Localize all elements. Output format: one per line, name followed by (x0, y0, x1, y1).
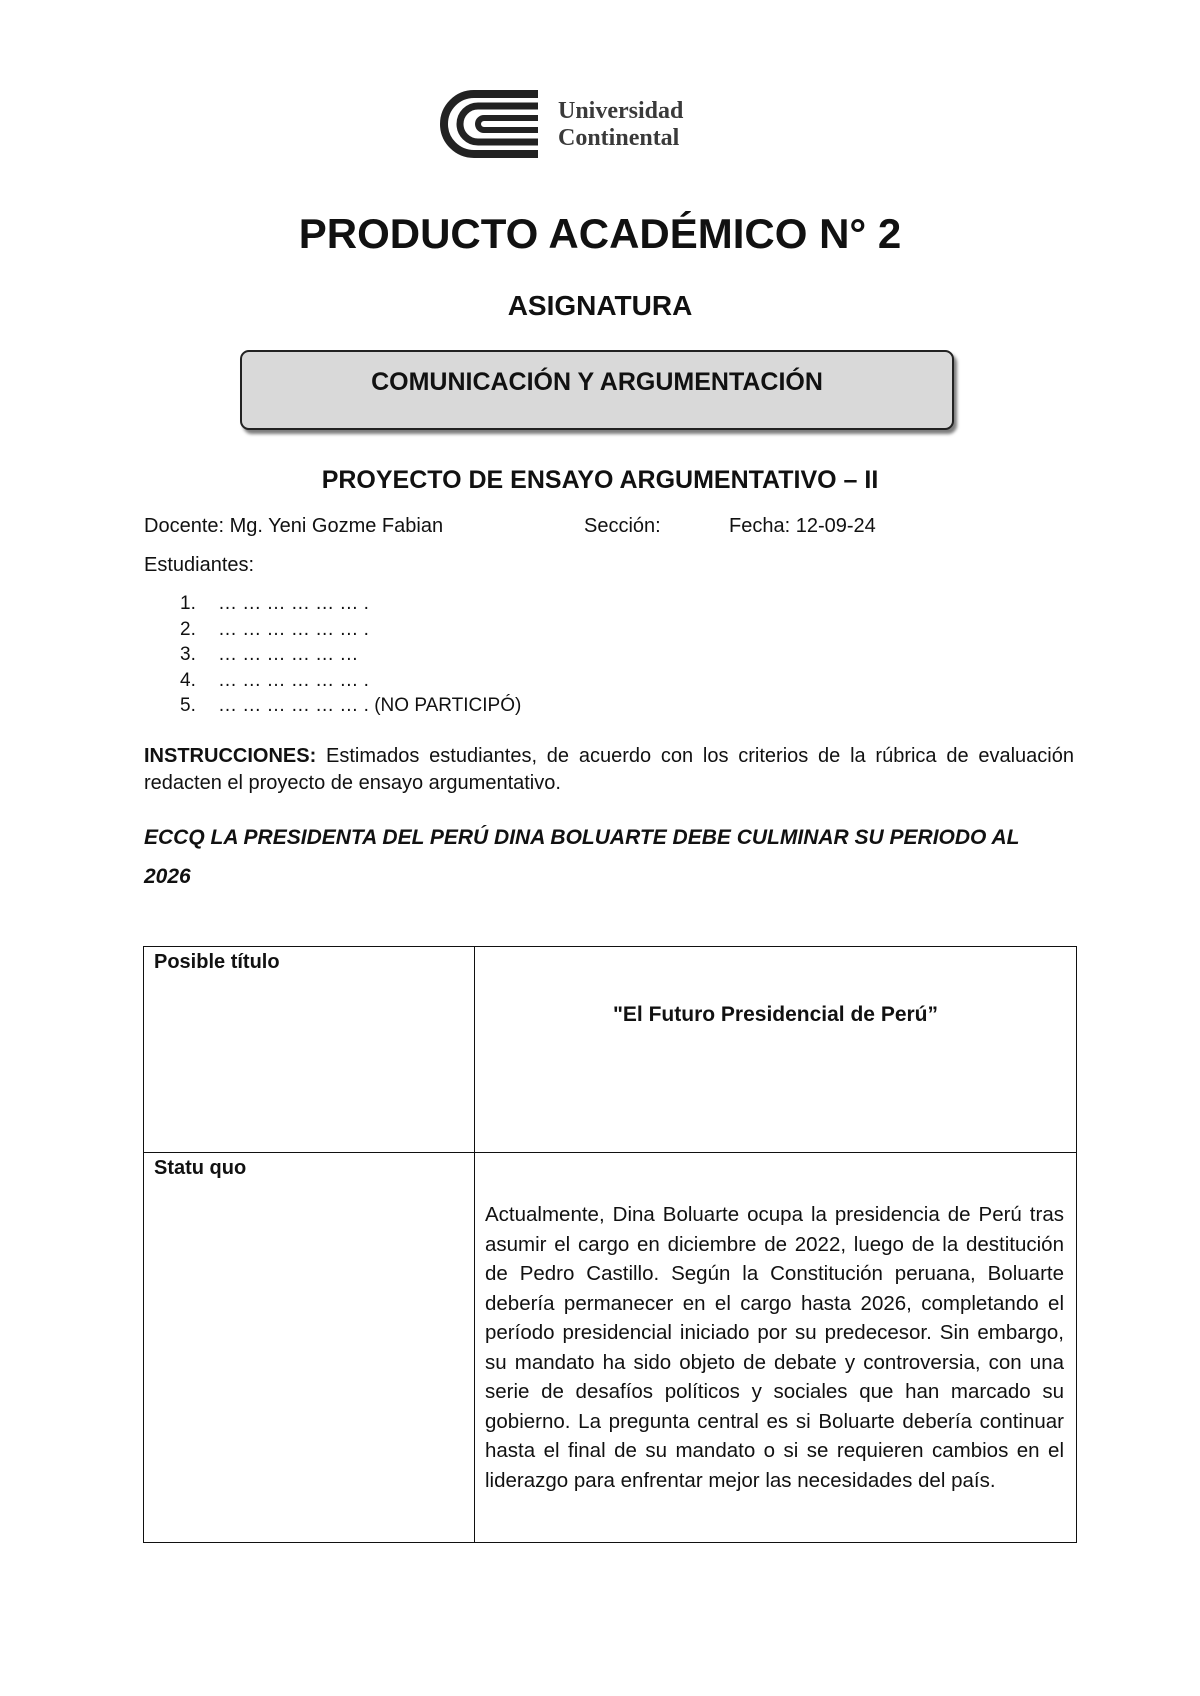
project-title: PROYECTO DE ENSAYO ARGUMENTATIVO – II (321, 466, 879, 494)
list-item-number: 5. (180, 695, 196, 716)
course-name: COMUNICACIÓN Y ARGUMENTACIÓN (371, 368, 823, 396)
docente-text: Docente: Mg. Yeni Gozme Fabian (144, 515, 444, 537)
list-item-text: … … … … … … . (218, 593, 369, 614)
instructions-label: INSTRUCCIONES: (144, 745, 317, 767)
fecha-text: Fecha: 12-09-24 (729, 515, 876, 537)
list-item (180, 693, 521, 719)
table-cell-value (475, 947, 1077, 1153)
list-item-text: … … … … … … . (218, 618, 369, 640)
table-cell-value (475, 1153, 1077, 1543)
status-quo-text: Actualmente, Dina Boluarte ocupa la presidencia de Perú tras asumir el cargo en diciembre de 2022, luego de la destitución de Pedro Castillo. Según la Constitución peruana, Boluarte debería permanecer en el cargo hasta 2026, completando el período presidencial iniciado por su predecesor. Sin embargo, su mandato ha sido objeto de debate y controversia, con una serie de desafíos políticos y sociales que han marcado su gobierno. La pregunta central es si Boluarte debería continuar hasta el final de su mandato o si se requieren cambios en el liderazgo para enfrentar mejor las necesidades del país. (485, 1203, 1064, 1492)
document-title: PRODUCTO ACADÉMICO N° 2 (298, 210, 902, 257)
table-cell-label (144, 1153, 475, 1543)
list-item-text: … … … … … … (218, 644, 359, 665)
logo-text (558, 98, 683, 152)
possible-title-value: "El Futuro Presidencial de Perú” (612, 1003, 939, 1026)
list-item-number: 4. (180, 669, 196, 691)
list-item (180, 642, 521, 668)
logo-line2: Continental (558, 125, 680, 151)
logo-c-mark-icon (438, 86, 553, 168)
row-label-title: Posible título (154, 951, 280, 973)
table-row (144, 1153, 1077, 1543)
students-label: Estudiantes: (144, 554, 255, 576)
list-item-number: 1. (180, 593, 196, 614)
university-logo (438, 86, 718, 168)
students-list (180, 591, 521, 719)
list-item-text: … … … … … … . (218, 669, 369, 691)
list-item-text: … … … … … … . (NO PARTICIPÓ) (218, 695, 522, 716)
seccion-text: Sección: (584, 515, 661, 537)
table-row (144, 947, 1077, 1153)
list-item-number: 2. (180, 618, 196, 640)
list-item (180, 591, 521, 617)
list-item-number: 3. (180, 644, 196, 665)
course-name-box (240, 350, 954, 430)
row-label-status-quo: Statu quo (154, 1157, 247, 1179)
essay-project-table (143, 946, 1077, 1543)
list-item (180, 617, 521, 643)
instructions-paragraph (144, 743, 1074, 797)
logo-line1: Universidad (558, 98, 684, 124)
thesis-question: ECCQ LA PRESIDENTA DEL PERÚ DINA BOLUARTE DEBE CULMINAR SU PERIODO AL 2026 (144, 826, 1020, 888)
list-item (180, 668, 521, 694)
instructions-text: Estimados estudiantes, de acuerdo con los criterios de la rúbrica de evaluación redacten el proyecto de ensayo argumentativo. (144, 745, 1074, 794)
subject-heading: ASIGNATURA (507, 290, 693, 321)
table-cell-label (144, 947, 475, 1153)
